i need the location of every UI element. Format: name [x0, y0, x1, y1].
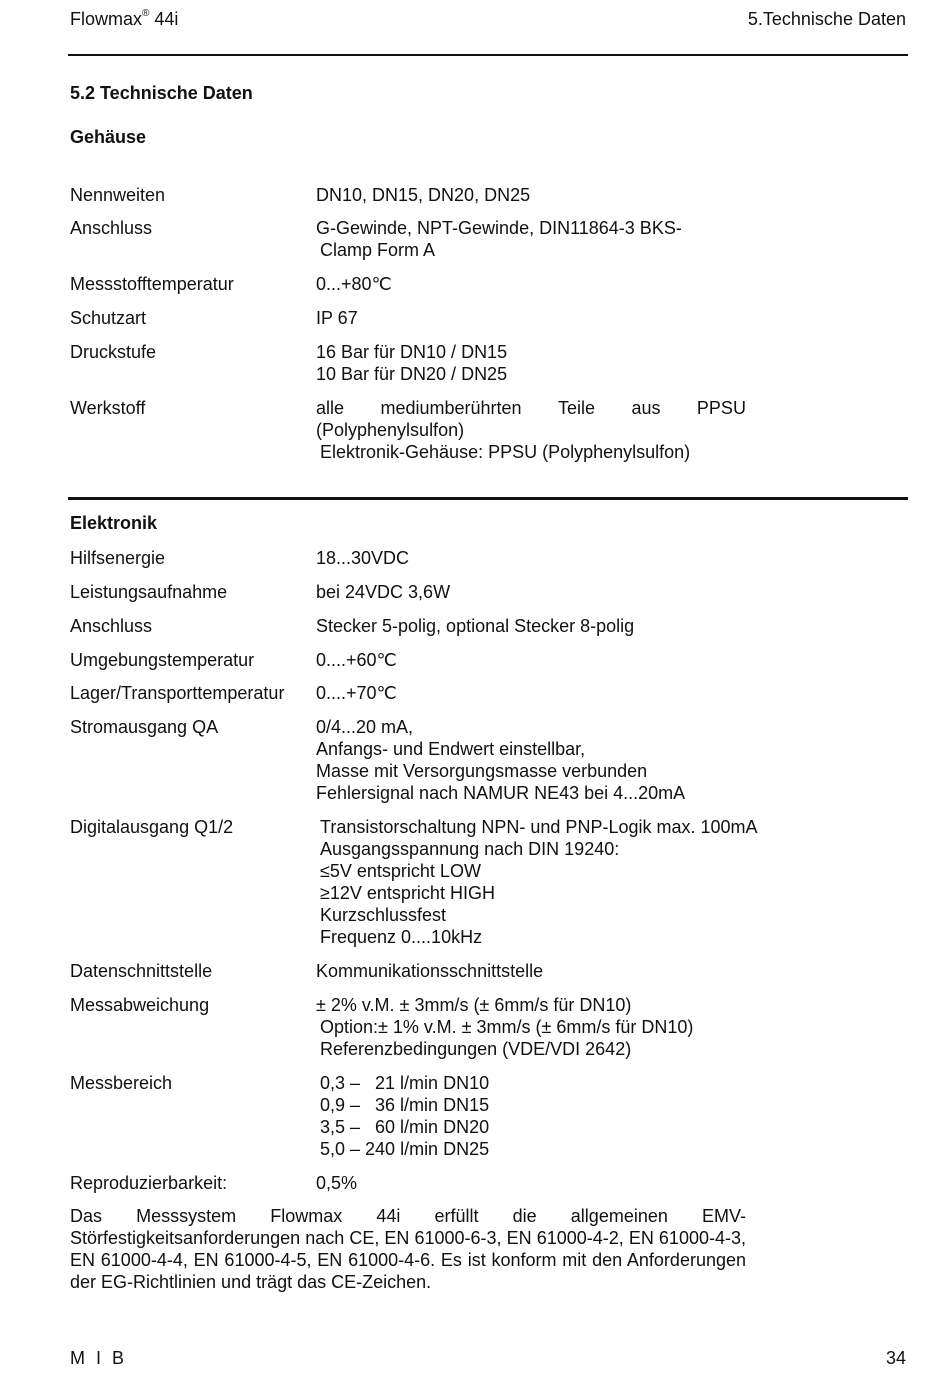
spec-value-werkstoff-3: Elektronik-Gehäuse: PPSU (Polyphenylsulfon): [320, 442, 691, 462]
spec-label-hilfsenergie: Hilfsenergie: [70, 548, 166, 568]
spec-label-digitalausgang: Digitalausgang Q1/2: [70, 817, 234, 837]
spec-value-werkstoff-2: (Polyphenylsulfon): [316, 420, 465, 440]
spec-value-messbereich-4: 5,0 – 240 l/min DN25: [320, 1139, 490, 1159]
spec-label-anschluss: Anschluss: [70, 218, 153, 238]
spec-label-nennweiten: Nennweiten: [70, 185, 166, 205]
section-title: 5.2 Technische Daten: [70, 83, 253, 103]
product-suffix: 44i: [149, 9, 179, 29]
spec-value-digitalausgang-3: ≤5V entspricht LOW: [320, 861, 481, 881]
registered-mark: ®: [142, 8, 150, 19]
product-name: Flowmax: [70, 9, 143, 29]
spec-value-messstofftemperatur: 0...+80℃: [316, 274, 392, 294]
spec-label-stromausgang: Stromausgang QA: [70, 717, 219, 737]
spec-value-anschluss-1: G-Gewinde, NPT-Gewinde, DIN11864-3 BKS-: [316, 218, 682, 238]
spec-value-messbereich-3: 3,5 – 60 l/min DN20: [320, 1117, 490, 1137]
section-divider: [68, 497, 908, 500]
spec-label-umgebungstemperatur: Umgebungstemperatur: [70, 650, 255, 670]
spec-value-werkstoff-1: [316, 397, 746, 419]
gehaeuse-title: Gehäuse: [70, 127, 147, 147]
spec-label-druckstufe: Druckstufe: [70, 342, 157, 362]
spec-value-datenschnittstelle: Kommunikationsschnittstelle: [316, 961, 544, 981]
spec-label-messbereich: Messbereich: [70, 1073, 173, 1093]
spec-value-stromausgang-2: Anfangs- und Endwert einstellbar,: [316, 739, 586, 759]
spec-value-messabweichung-1: ± 2% v.M. ± 3mm/s (± 6mm/s für DN10): [316, 995, 632, 1015]
spec-value-messabweichung-3: Referenzbedingungen (VDE/VDI 2642): [320, 1039, 632, 1059]
spec-value-digitalausgang-5: Kurzschlussfest: [320, 905, 447, 925]
spec-value-nennweiten: DN10, DN15, DN20, DN25: [316, 185, 531, 205]
spec-value-stromausgang-4: Fehlersignal nach NAMUR NE43 bei 4...20mA: [316, 783, 686, 803]
spec-label-datenschnittstelle: Datenschnittstelle: [70, 961, 213, 981]
spec-value-digitalausgang-2: Ausgangsspannung nach DIN 19240:: [320, 839, 620, 859]
emv-paragraph: Das Messsystem Flowmax 44i erfüllt die allgemeinen EMV-Störfestigkeitsanforderungen nach CE, EN 61000-6-3, EN 61000-4-2, EN 61000-4-3, EN 61000-4-4, EN 61000-4-5, EN 61000-4-6. Es ist konform mit den Anforderungen der EG-Richtlinien und trägt das CE-Zeichen.: [70, 1206, 746, 1292]
spec-label-werkstoff: Werkstoff: [70, 398, 146, 418]
werkstoff-word: PPSU: [696, 398, 746, 418]
header-chapter: 5.Technische Daten: [747, 9, 906, 29]
werkstoff-word: mediumberührten: [380, 398, 522, 418]
spec-value-hilfsenergie: 18...30VDC: [316, 548, 410, 568]
spec-value-schutzart: IP 67: [316, 308, 358, 328]
spec-value-lagertemperatur: 0....+70℃: [316, 683, 397, 703]
spec-value-messabweichung-2: Option:± 1% v.M. ± 3mm/s (± 6mm/s für DN10): [320, 1017, 694, 1037]
spec-value-anschluss-2: Clamp Form A: [320, 240, 436, 260]
spec-value-digitalausgang-1: Transistorschaltung NPN- und PNP-Logik max. 100mA: [320, 817, 758, 837]
spec-value-druckstufe-1: 16 Bar für DN10 / DN15: [316, 342, 508, 362]
spec-label-leistungsaufnahme: Leistungsaufnahme: [70, 582, 228, 602]
spec-value-anschluss-elektronik: Stecker 5-polig, optional Stecker 8-polig: [316, 616, 635, 636]
werkstoff-word: aus: [631, 398, 661, 418]
spec-label-messabweichung: Messabweichung: [70, 995, 210, 1015]
spec-value-druckstufe-2: 10 Bar für DN20 / DN25: [316, 364, 508, 384]
spec-value-digitalausgang-6: Frequenz 0....10kHz: [320, 927, 483, 947]
spec-label-messstofftemperatur: Messstofftemperatur: [70, 274, 234, 294]
spec-value-stromausgang-1: 0/4...20 mA,: [316, 717, 414, 737]
spec-label-reproduzierbarkeit: Reproduzierbarkeit:: [70, 1173, 228, 1193]
werkstoff-word: alle: [316, 398, 345, 418]
spec-value-umgebungstemperatur: 0....+60℃: [316, 650, 397, 670]
spec-label-schutzart: Schutzart: [70, 308, 147, 328]
footer-company: M I B: [70, 1348, 128, 1368]
spec-label-lagertemperatur: Lager/Transporttemperatur: [70, 683, 285, 703]
spec-value-stromausgang-3: Masse mit Versorgungsmasse verbunden: [316, 761, 648, 781]
spec-value-digitalausgang-4: ≥12V entspricht HIGH: [320, 883, 495, 903]
elektronik-title: Elektronik: [70, 513, 158, 533]
page-number: 34: [885, 1348, 906, 1368]
spec-value-leistungsaufnahme: bei 24VDC 3,6W: [316, 582, 451, 602]
spec-value-reproduzierbarkeit: 0,5%: [316, 1173, 358, 1193]
spec-value-messbereich-1: 0,3 – 21 l/min DN10: [320, 1073, 490, 1093]
spec-value-messbereich-2: 0,9 – 36 l/min DN15: [320, 1095, 490, 1115]
header-divider: [68, 54, 908, 56]
werkstoff-word: Teile: [557, 398, 596, 418]
spec-label-anschluss-elektronik: Anschluss: [70, 616, 153, 636]
header-product: [70, 9, 178, 30]
